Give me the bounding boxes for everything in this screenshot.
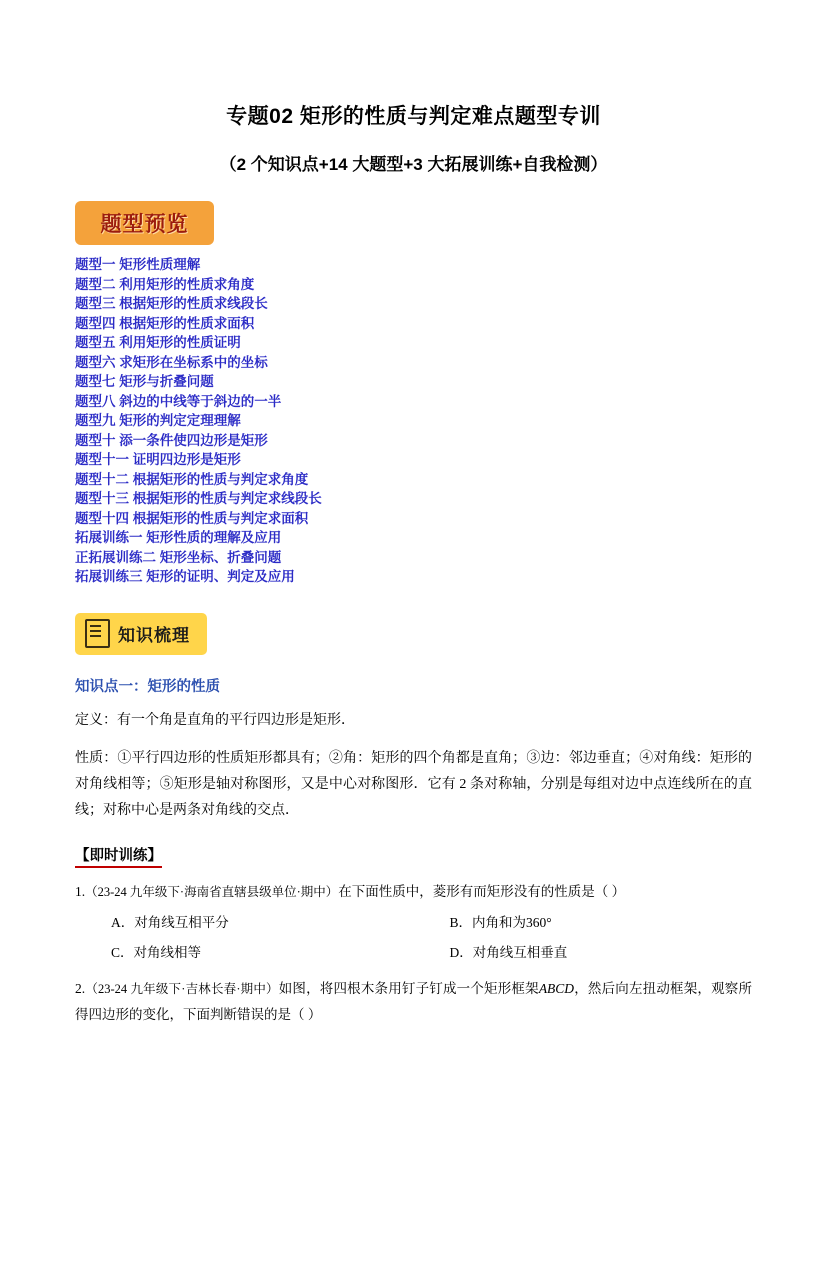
knowledge-banner <box>75 613 207 655</box>
document-page <box>0 100 827 1269</box>
preview-banner <box>75 201 214 245</box>
list-item: 题型五 利用矩形的性质证明 <box>75 335 241 350</box>
knowledge-point-title: 知识点一：矩形的性质 <box>75 678 220 695</box>
list-item: 题型八 斜边的中线等于斜边的一半 <box>75 393 282 409</box>
list-item: 题型二 利用矩形的性质求角度 <box>75 276 255 292</box>
list-item: 题型七 矩形与折叠问题 <box>75 374 214 389</box>
topic-list <box>75 255 752 587</box>
question-1 <box>75 879 752 905</box>
list-item: 题型十一 证明四边形是矩形 <box>75 452 241 467</box>
preview-banner-label: 题型预览 <box>100 213 189 236</box>
question-1-text: 在下面性质中，菱形有而矩形没有的性质是（ ） <box>338 883 626 899</box>
page-subtitle: （2 个知识点+14 大题型+3 大拓展训练+自我检测） <box>219 155 608 174</box>
list-item: 拓展训练一 矩形性质的理解及应用 <box>75 530 282 545</box>
properties-paragraph: 性质：①平行四边形的性质矩形都具有；②角：矩形的四个角都是直角；③边：邻边垂直；④对角线：矩形的对角线相等；⑤矩形是轴对称图形，又是中心对称图形．它有 2 条对称轴，分别是每组对边中点连线所在的直线；对称中心是两条对角线的交点． <box>75 750 752 818</box>
question-1-meta: （23-24 九年级下·海南省直辖县级单位·期中） <box>85 884 339 899</box>
list-item: 题型六 求矩形在坐标系中的坐标 <box>75 354 268 370</box>
list-item: 题型十 添一条件使四边形是矩形 <box>75 432 268 448</box>
list-item: 题型四 根据矩形的性质求面积 <box>75 315 255 331</box>
page-title: 专题02 矩形的性质与判定难点题型专训 <box>226 105 601 128</box>
option-c[interactable]: C．对角线相等 <box>111 944 202 960</box>
option-a[interactable]: A．对角线互相平分 <box>111 914 229 930</box>
list-item: 拓展训练三 矩形的证明、判定及应用 <box>75 569 295 584</box>
option-d[interactable]: D．对角线互相垂直 <box>449 944 568 960</box>
list-item: 题型十三 根据矩形的性质与判定求线段长 <box>75 491 322 506</box>
list-item: 题型三 根据矩形的性质求线段长 <box>75 296 268 311</box>
question-2-text-before: 如图，将四根木条用钉子钉成一个矩形框架 <box>278 980 539 996</box>
option-b[interactable]: B．内角和为360° <box>449 914 552 930</box>
question-1-options-row-1 <box>75 911 752 935</box>
question-1-options-row-2 <box>75 941 752 965</box>
question-2-meta: （23-24 九年级下·吉林长春·期中） <box>85 981 279 996</box>
definition-paragraph: 定义：有一个角是直角的平行四边形是矩形． <box>75 712 355 728</box>
question-1-number: 1. <box>75 883 86 899</box>
list-item: 题型九 矩形的判定定理理解 <box>75 413 241 428</box>
list-item: 题型一 矩形性质理解 <box>75 257 201 272</box>
question-2-number: 2. <box>75 980 86 996</box>
question-2-figure-label: ABCD <box>538 980 575 996</box>
question-2-text-after: ，然后向左扭动框架，观察所得四边形的变化，下面判断错误的是（ ） <box>75 980 752 1022</box>
knowledge-banner-label: 知识梳理 <box>118 626 190 645</box>
list-item: 题型十二 根据矩形的性质与判定求角度 <box>75 471 309 487</box>
list-item: 题型十四 根据矩形的性质与判定求面积 <box>75 510 309 526</box>
document-list-icon <box>85 619 110 648</box>
list-item: 正拓展训练二 矩形坐标、折叠问题 <box>75 549 282 565</box>
trainer-heading: 【即时训练】 <box>75 844 162 868</box>
question-2 <box>75 976 752 1027</box>
